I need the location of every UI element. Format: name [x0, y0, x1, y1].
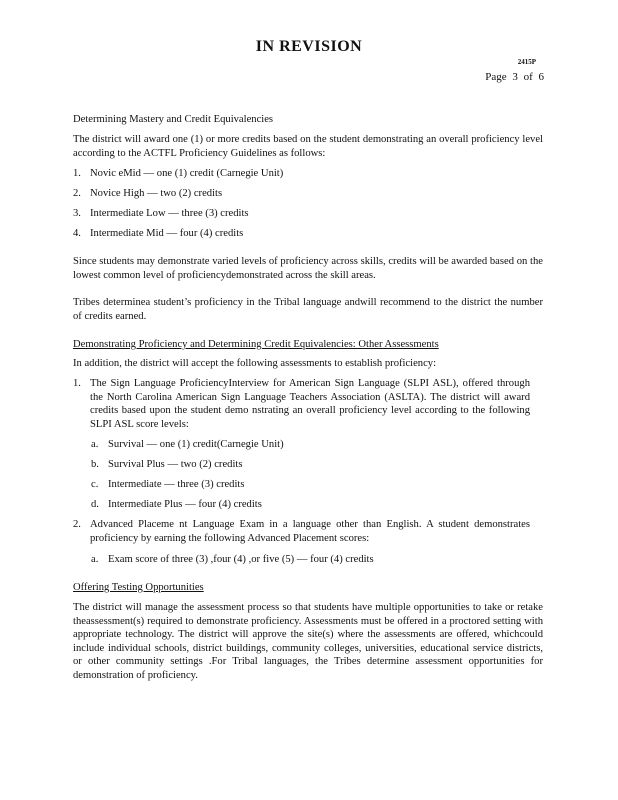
- sub-item-letter: b.: [91, 459, 99, 470]
- document-title: IN REVISION: [255, 38, 363, 55]
- sub-item: Intermediate Plus — four (4) credits: [108, 499, 262, 510]
- list-item: Intermediate Mid — four (4) credits: [90, 228, 244, 239]
- list-item-number: 1.: [73, 378, 81, 389]
- section-heading-testing: Offering Testing Opportunities: [73, 582, 204, 593]
- sub-item-letter: a.: [91, 439, 99, 450]
- policy-number: 2415P: [517, 58, 536, 66]
- list-item-number: 3.: [73, 208, 81, 219]
- list-item-number: 1.: [73, 168, 81, 179]
- section-heading-other-assessments: Demonstrating Proficiency and Determining Credit Equivalencies: Other Assessments: [73, 339, 439, 350]
- section-heading-mastery: Determining Mastery and Credit Equivalencies: [73, 114, 274, 125]
- sub-item-letter: a.: [91, 554, 99, 565]
- testing-body: The district will manage the assessment process so that students have multiple opportunities to take or retake theassessment(s) required to demonstrate proficiency. Assessments must be offered in a proctored setting with appropriate technology. The district will approve the site(s) where the assessments are offered, whichcould include individual schools, district buildings, community colleges, universities, educational service districts, or other community settings .For Tribal languages, the Tribes determine assessment opportunities for demonstration of proficiency.: [73, 602, 543, 681]
- mastery-paragraph-tribes: Tribes determinea student’s proficiency in the Tribal language andwill recommend to the district the number of credits earned.: [73, 297, 543, 322]
- other-intro: In addition, the district will accept the following assessments to establish proficiency:: [73, 358, 437, 369]
- sub-item: Survival — one (1) credit(Carnegie Unit): [108, 439, 284, 450]
- list-item-advanced-placement: Advanced Placeme nt Language Exam in a language other than English. A student demonstrates proficiency by earning the following Advanced Placement scores:: [90, 519, 530, 544]
- sub-item: Intermediate — three (3) credits: [108, 479, 245, 490]
- sub-item: Survival Plus — two (2) credits: [108, 459, 243, 470]
- list-item-number: 2.: [73, 519, 81, 530]
- page-number: Page 3 of 6: [485, 71, 544, 83]
- list-item-number: 4.: [73, 228, 81, 239]
- list-item: Intermediate Low — three (3) credits: [90, 208, 249, 219]
- mastery-intro: The district will award one (1) or more credits based on the student demonstrating an overall proficiency level according to the ACTFL Proficiency Guidelines as follows:: [73, 134, 543, 159]
- list-item: Novic eMid — one (1) credit (Carnegie Unit): [90, 168, 284, 179]
- list-item-number: 2.: [73, 188, 81, 199]
- list-item: Novice High — two (2) credits: [90, 188, 223, 199]
- sub-item: Exam score of three (3) ,four (4) ,or five (5) — four (4) credits: [108, 554, 374, 565]
- sub-item-letter: c.: [91, 479, 99, 490]
- list-item-slpi: The Sign Language ProficiencyInterview for American Sign Language (SLPI ASL), offered through the North Carolina American Sign Language Teachers Association (ASLTA). The district will award credits based upon the student demo nstrating an overall proficiency level according to the following SLPI ASL score levels:: [90, 378, 530, 430]
- mastery-paragraph-lowest-level: Since students may demonstrate varied levels of proficiency across skills, credits will be awarded based on the lowest common level of proficiencydemonstrated across the skill areas.: [73, 256, 543, 281]
- sub-item-letter: d.: [91, 499, 99, 510]
